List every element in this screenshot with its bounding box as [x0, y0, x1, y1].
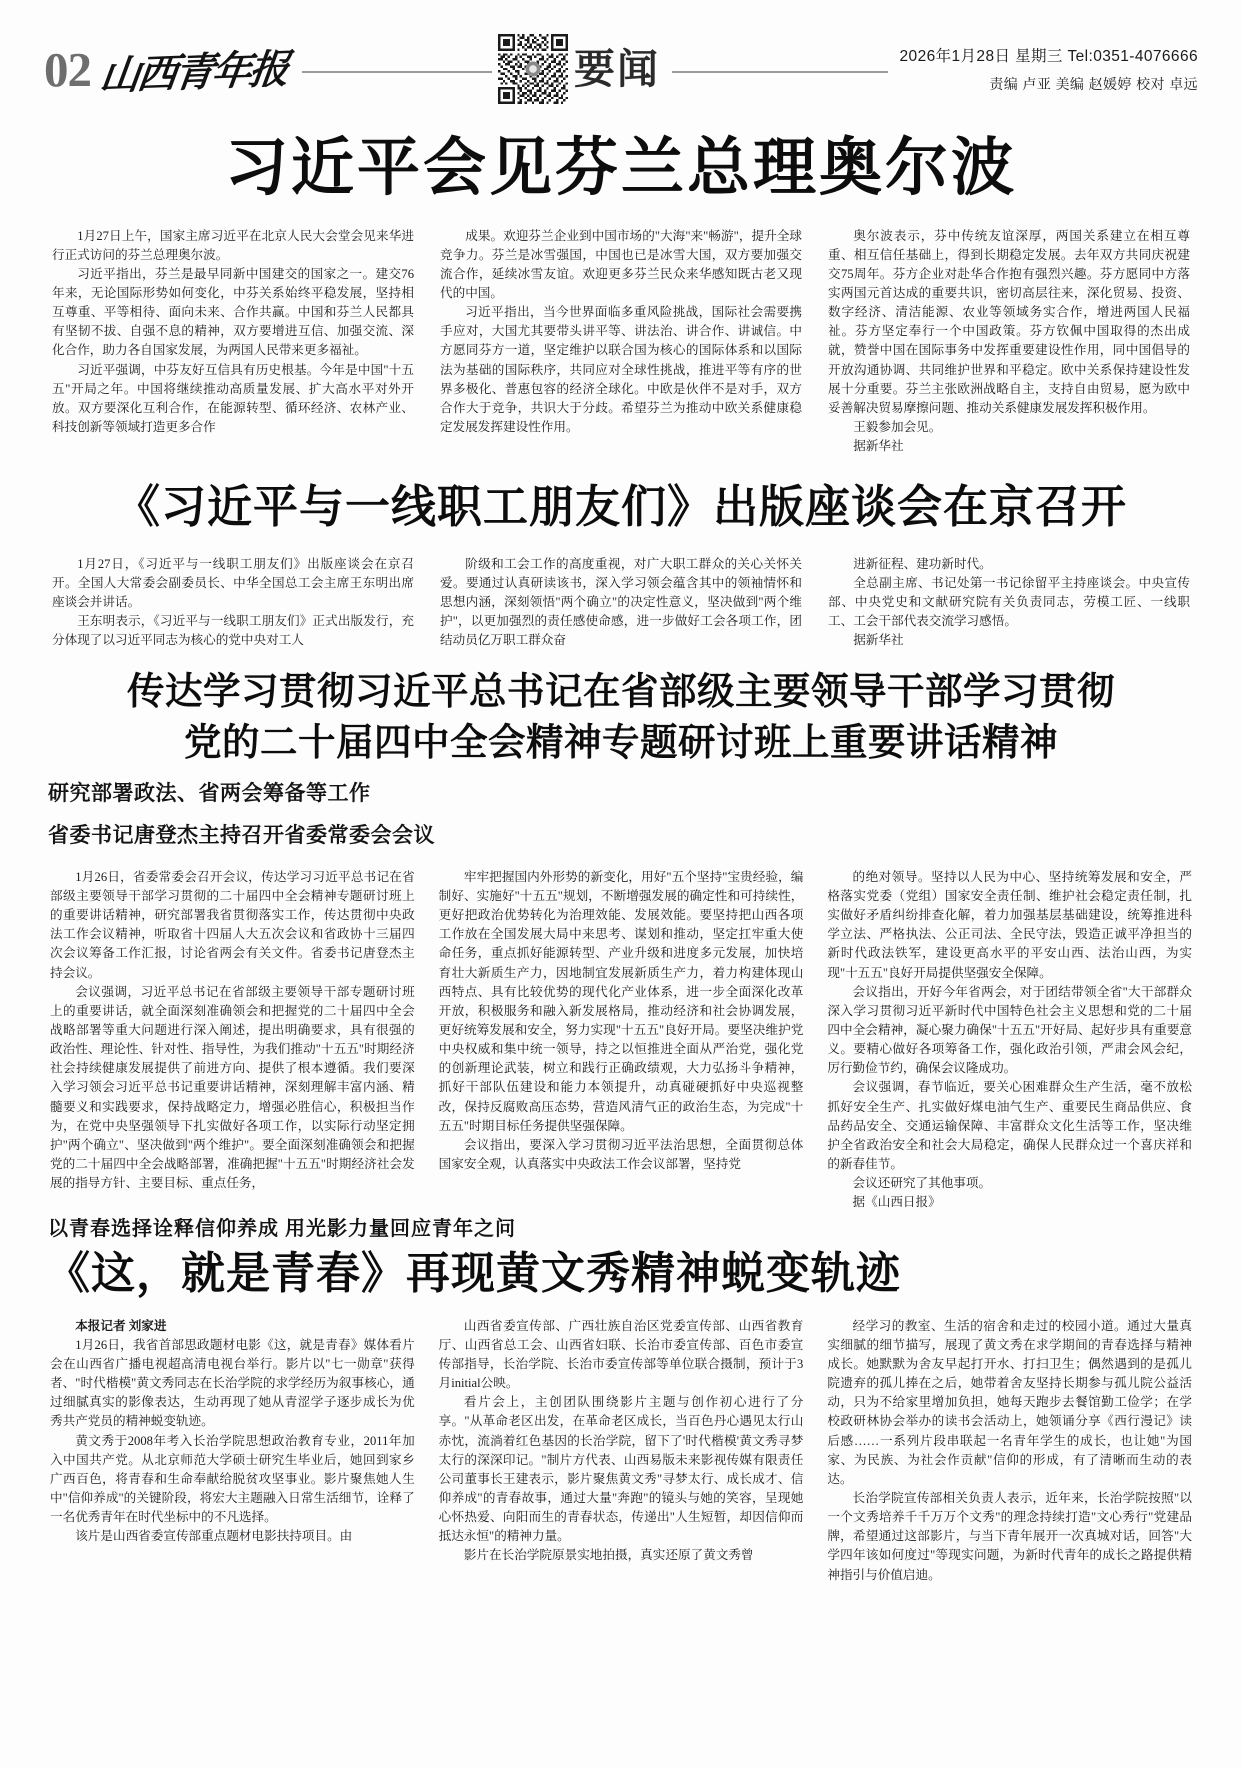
- masthead-meta: [900, 44, 1198, 94]
- article4-byline: 本报记者 刘家进: [75, 1318, 167, 1333]
- paragraph: 会议指出，要深入学习贯彻习近平法治思想，全面贯彻总体国家安全观，认真落实中央政法工作会议部署，坚持党: [438, 1137, 804, 1172]
- article3-headline-line-2: 党的二十届四中全会精神专题研讨班上重要讲话精神: [184, 719, 1058, 764]
- article1-columns: [44, 227, 1198, 457]
- article2-headline: 《习近平与一线职工朋友们》出版座谈会在京召开: [114, 480, 1127, 534]
- article3-column-3: [827, 868, 1192, 1213]
- masthead: [44, 28, 1198, 110]
- paragraph: 会议强调，习近平总书记在省部级主要领导干部专题研讨班上的重要讲话，就全面深刻准确领会和把握党的二十届四中全会战略部署等重大问题进行深入阐述，提出明确要求，具有很强的政治性、理论性、针对性、指导性，为我们推动"十五五"时期经济社会持续健康发展提供了前进方向、提供了根本遵循。我们要深入学习领会习近平总书记重要讲话精神，深刻理解丰富内涵、精髓要义和实践要求，保持战略定力，增强必胜信心，积极担当作为，在党中央坚强领导下扎实做好各项工作，以实际行动坚定拥护"两个确立"、坚决做到"两个维护"。要全面深刻准确领会和把握党的二十届四中全会战略部署，准确把握"十五五"时期经济社会发展的指导方针、主要目标、重点任务，: [50, 984, 415, 1191]
- paragraph: 1月26日，省委常委会召开会议，传达学习习近平总书记在省部级主要领导干部学习贯彻的二十届四中全会精神专题研讨班上的重要讲话精神，研究部署我省贯彻落实工作，传达贯彻中央政法工作会议精神，听取省十四届人大五次会议和省政协十三届四次会议筹备工作汇报，讨论省两会有关文件。省委书记唐登杰主持会议。: [50, 869, 415, 980]
- paragraph: 牢牢把握国内外形势的新变化，用好"五个坚持"宝贵经验，编制好、实施好"十五五"规划，不断增强发展的确定性和可持续性，更好把政治优势转化为治理效能、发展效能。要坚持把山西各项工作放在全国发展大局中来思考、谋划和推动，坚定扛牢重大使命任务，重点抓好能源转型、产业升级和进度多元发展，加快培育壮大新质生产力，因地制宜发展新质生产力，着力构建体现山西特点、具有比较优势的现代化产业体系，进一步全面深化改革开放，积极服务和融入新发展格局，推动经济和社会协调发展，更好统筹发展和安全，努力实现"十五五"良好开局。要坚决维护党中央权威和集中统一领导，持之以恒推进全面从严治党，强化党的创新理论武装，树立和践行正确政绩观，大力弘扬斗争精神，抓好干部队伍建设和能力本领提升，动真碰硬抓好中央巡视整改，保持反腐败高压态势，营造风清气正的政治生态，为完成"十五五"时期目标任务提供坚强保障。: [438, 869, 804, 1133]
- page-number: 02: [44, 41, 91, 97]
- paper-logo: 山西青年报: [97, 44, 289, 100]
- spacer: [44, 650, 1198, 666]
- article3-source: 据《山西日报》: [852, 1195, 941, 1210]
- paragraph: 王毅参加会见。: [853, 419, 942, 434]
- paragraph: 长治学院宣传部相关负责人表示，近年来，长治学院按照"以一个文秀培养千千万万个文秀"的理念持续打造"文心秀行"党建品牌，希望通过这部影片，与当下青年展开一次真城对话，回答"大学四年该如何度过"等现实问题，为新时代青年的成长之路提供精神指引与价值启迪。: [827, 1490, 1193, 1582]
- paragraph: 的绝对领导。坚持以人民为中心、坚持统筹发展和安全，严格落实党委（党组）国家安全责任制、维护社会稳定责任制，扎实做好矛盾纠纷排查化解，着力加强基层基础建设，统筹推进科学立法、严格执法、公正司法、全民守法，毁造正诚平净担当的新时代政法铁军，建设更高水平的平安山西、法治山西，为实现"十五五"良好开局提供坚强安全保障。: [827, 869, 1193, 980]
- publication-date: 2026年1月28日 星期三 Tel:0351-4076666: [899, 48, 1198, 65]
- paragraph: 成果。欢迎芬兰企业到中国市场的"大海"来"畅游"，提升全球竞争力。芬兰是冰雪强国，中国也已是冰雪大国，双方要加强交流合作，延续冰雪友谊。欢迎更多芬兰民众来华感知既古老又现代的中国。: [440, 228, 802, 300]
- article4-headline: 《这，就是青春》再现黄文秀精神蜕变轨迹: [46, 1248, 901, 1300]
- article3-subheadline-1: 研究部署政法、省两会筹备等工作: [48, 780, 371, 805]
- section-title: 要闻: [574, 44, 660, 93]
- article1-column-1: [52, 227, 414, 457]
- paragraph: 山西省委宣传部、广西壮族自治区党委宣传部、山西省教育厅、山西省总工会、山西省妇联、长治市委宣传部、百色市委宣传部指导，长治学院、长治市委宣传部等单位联合摄制，预计于3月initial公映。: [438, 1318, 804, 1391]
- paragraph: 奥尔波表示，芬中传统友谊深厚，两国关系建立在相互尊重、相互信任基础上，得到长期稳定发展。去年双方共同庆祝建交75周年。芬方企业对赴华合作抱有强烈兴趣。芬方愿同中方落实两国元首达成的重要共识，密切高层往来，深化贸易、投资、数字经济、清洁能源、农业等领域务实合作，增进两国人民福祉。芬方坚定奉行一个中国政策。芬方钦佩中国取得的杰出成就，赞誉中国在国际事务中发挥重要建设性作用，同中国倡导的开放沟通协调、共同维护世界和平稳定。欧中关系保持建设性发展十分重要。芬兰主张欧洲战略自主，支持自由贸易，愿为欧中妥善解决贸易摩擦问题、推动关系健康发展发挥积极作用。: [828, 228, 1190, 415]
- article4-columns: [44, 1317, 1198, 1585]
- article1-source: 据新华社: [853, 439, 904, 454]
- article-provincial-standing-committee: [44, 666, 1198, 1212]
- paragraph: 黄文秀于2008年考入长治学院思想政治教育专业，2011年加入中国共产党。从北京师范大学硕士研究生毕业后，她回到家乡广西百色，将青春和生命奉献给脱贫攻坚事业。影片聚焦她人生中"信仰养成"的关键阶段，将宏大主题融入日常生活细节，诠释了一名优秀青年在时代坐标中的不凡选择。: [50, 1433, 415, 1525]
- paragraph: 该片是山西省委宣传部重点题材电影扶持项目。由: [75, 1529, 353, 1544]
- spacer: [44, 852, 1198, 868]
- paragraph: 阶级和工会工作的高度重视，对广大职工群众的关心关怀关爱。要通过认真研读该书，深入学习领会蕴含其中的领袖情怀和思想内涵，深刻领悟"两个确立"的决定性意义，坚决做到"两个维护"，以更加强烈的责任感使命感，进一步做好工会各项工作，团结动员亿万职工群众奋: [440, 556, 802, 648]
- article2-columns: [44, 555, 1198, 651]
- qr-code-icon[interactable]: [498, 34, 568, 104]
- article3-columns: [44, 868, 1198, 1213]
- paragraph: 全总副主席、书记处第一书记徐留平主持座谈会。中央宣传部、中央党史和文献研究院有关负责同志，劳模工匠、一线职工、工会干部代表交流学习感悟。: [828, 575, 1190, 629]
- article2-column-3: [828, 555, 1190, 651]
- paragraph: 会议指出，开好今年省两会，对于团结带领全省"大干部群众深入学习贯彻习近平新时代中国特色社会主义思想和党的二十届四中全会精神，凝心聚力确保"十五五"开好局、起好步具有重要意义。要精心做好各项筹备工作，强化政治引领，严肃会风会纪，厉行勤俭节约，确保会议隆成功。: [827, 984, 1193, 1076]
- paragraph: 王东明表示，《习近平与一线职工朋友们》正式出版发行，充分体现了以习近平同志为核心的党中央对工人: [52, 614, 414, 648]
- article-book-symposium: [44, 482, 1198, 650]
- article1-column-2: [440, 227, 802, 457]
- article4-kicker: 以青春选择诠释信仰养成 用光影力量回应青年之问: [48, 1218, 516, 1241]
- paragraph: 习近平指出，芬兰是最早同新中国建交的国家之一。建交76年来，无论国际形势如何变化，中芬关系始终平稳发展，坚持相互尊重、平等相待、面向未来、合作共赢。中国和芬兰人民都具有坚韧不拔、自强不息的精神，双方要增进互信、加强交流、深化合作，助力各自国家发展，为两国人民带来更多福祉。: [52, 266, 414, 358]
- article3-column-2: [439, 868, 804, 1213]
- article3-column-1: [50, 868, 415, 1213]
- article2-column-2: [440, 555, 802, 651]
- paragraph: 看片会上，主创团队围绕影片主题与创作初心进行了分享。"从革命老区出发，在革命老区成长，当百色丹心遇见太行山赤忱，流淌着红色基因的长治学院，留下了'时代楷模'黄文秀寻梦太行的深深印记。"制片方代表、山西易版未来影视传媒有限责任公司董事长王建表示，影片聚焦黄文秀"寻梦太行、成长成才、信仰养成"的青春故事，通过大量"奔跑"的镜头与她的笑容，呈现她心怀热爱、向阳而生的青春状态，传递出"人生短暂，却因信仰而抵达永恒"的精神力量。: [438, 1395, 804, 1544]
- article3-subheadline-2: 省委书记唐登杰主持召开省委常委会会议: [48, 823, 435, 848]
- article3-headline-line-1: 传达学习贯彻习近平总书记在省部级主要领导干部学习贯彻: [127, 669, 1115, 714]
- paragraph: 习近平强调，中芬友好互信具有历史根基。今年是中国"十五五"开局之年。中国将继续推动高质量发展、扩大高水平对外开放。双方要深化互利合作，在能源转型、循环经济、农林产业、科技创新等领域打造更多合作: [52, 362, 414, 434]
- article1-column-3: [828, 227, 1190, 457]
- paragraph: 会议还研究了其他事项。: [852, 1176, 992, 1191]
- article2-column-1: [52, 555, 414, 651]
- paragraph: 1月27日上午，国家主席习近平在北京人民大会堂会见来华进行正式访问的芬兰总理奥尔波。: [52, 228, 414, 262]
- paragraph: 进新征程、建功新时代。: [853, 556, 992, 571]
- article1-headline: 习近平会见芬兰总理奥尔波: [225, 130, 1017, 204]
- editorial-staff: 责编 卢亚 美编 赵媛婷 校对 卓远: [989, 76, 1198, 92]
- article4-column-2: [439, 1317, 804, 1585]
- article2-source: 据新华社: [853, 633, 904, 648]
- masthead-rule-right: [672, 71, 888, 73]
- masthead-rule-left: [302, 71, 492, 73]
- paragraph: 1月26日，我省首部思政题材电影《这，就是青春》媒体看片会在山西省广播电视超高清电视台举行。影片以"七一勋章"获得者、"时代楷模"黄文秀同志在长治学院的求学经历为叙事核心，通过细腻真实的影像表达，生动再现了她从青涩学子逐步成长为优秀共产党员的精神蜕变轨迹。: [50, 1337, 415, 1429]
- paragraph: 经学习的教室、生活的宿舍和走过的校园小道。通过大量真实细腻的细节描写，展现了黄文秀在求学期间的青春选择与精神成长。她默默为舍友早起打开水、打扫卫生；偶然遇到的是孤儿院遗弃的孤儿捧在之后，她带着舍友坚持长期参与孤儿院公益活动，只为不给家里增加负担，她每天跑步去餐馆勤工俭学；在学校政研林协会举办的读书会活动上，她领诵分享《西行漫记》读后感……一系列片段串联起一名青年学生的成长，也让她"为国家、为民族、为社会作贡献"信仰的形成，有了清晰而生动的表达。: [827, 1318, 1193, 1486]
- paragraph: 会议强调，春节临近，要关心困难群众生产生活，毫不放松抓好安全生产、扎实做好煤电油气生产、重要民生商品供应、食品药品安全、交通运输保障、丰富群众文化生活等工作，坚决维护全省政治安全和社会大局稳定，确保人民群众过一个喜庆祥和的新春佳节。: [827, 1080, 1193, 1172]
- article4-column-3: [827, 1317, 1192, 1585]
- article4-column-1: [50, 1317, 415, 1585]
- paragraph: 1月27日，《习近平与一线职工朋友们》出版座谈会在京召开。全国人大常委会副委员长、中华全国总工会主席王东明出席座谈会并讲话。: [52, 556, 414, 609]
- article-xi-meets-finland-pm: [44, 132, 1198, 456]
- article-youth-film: [44, 1212, 1198, 1584]
- paragraph: 影片在长治学院原景实地拍摄，真实还原了黄文秀曾: [463, 1548, 754, 1563]
- paragraph: 习近平指出，当今世界面临多重风险挑战，国际社会需要携手应对，大国尤其要带头讲平等、讲法治、讲合作、讲诚信。中方愿同芬方一道，坚定维护以联合国为核心的国际体系和以国际法为基础的国际秩序，共同应对全球性挑战，推进平等有序的世界多极化、普惠包容的经济全球化。中欧是伙伴不是对手，双方合作大于竞争，共识大于分歧。希望芬兰为推动中欧关系健康稳定发展发挥建设性作用。: [440, 305, 802, 434]
